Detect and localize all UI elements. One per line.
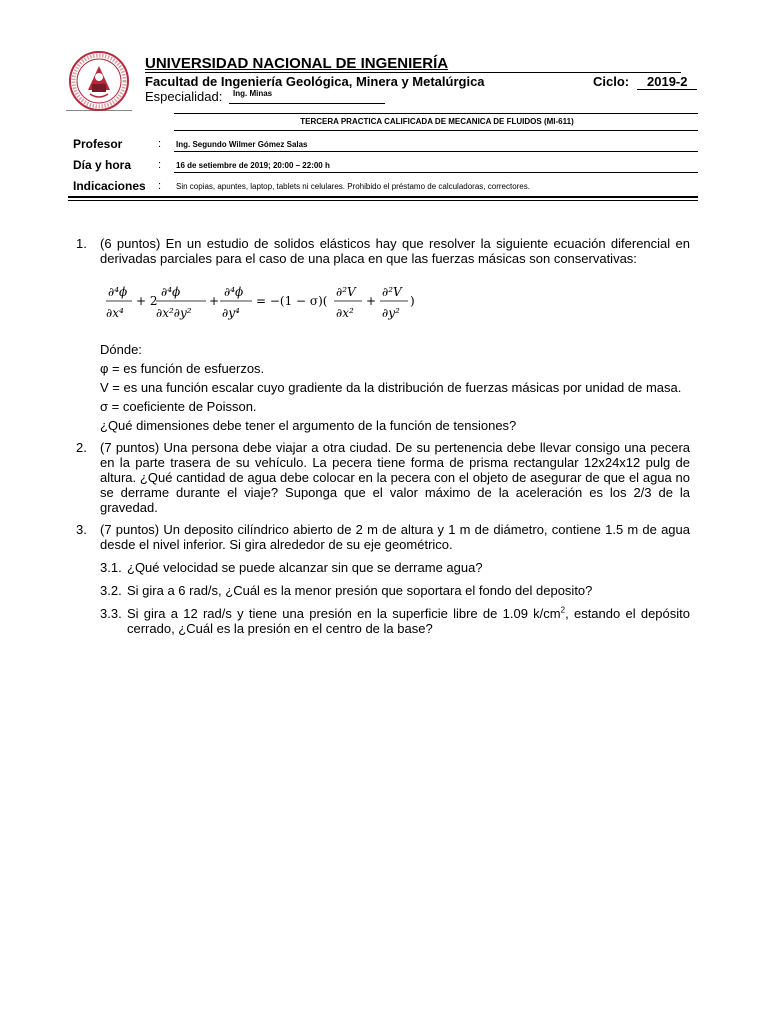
question-1 xyxy=(76,236,690,433)
svg-text:): ) xyxy=(410,294,415,308)
subquestion-text: ¿Qué velocidad se puede alcanzar sin que se derrame agua? xyxy=(127,560,483,575)
question-prompt: ¿Qué dimensiones debe tener el argumento de la función de tensiones? xyxy=(100,418,517,433)
question-number: 2. xyxy=(76,440,87,455)
svg-text:∂x⁴: ∂x⁴ xyxy=(106,306,124,320)
instructions-label: Indicaciones xyxy=(73,179,146,193)
divider xyxy=(229,103,385,104)
divider xyxy=(68,200,698,201)
svg-text:∂x²∂y²: ∂x²∂y² xyxy=(156,306,192,320)
specialty-label: Especialidad: xyxy=(145,89,223,104)
question-text: (7 puntos) Una persona debe viajar a otra ciudad. De su pertenencia debe llevar consigo una pecera en la parte trasera de su vehículo. La pecera tiene forma de prisma rectangular 12x24x12 pulg de altura. ¿Qué cantidad de agua debe colocar en la pecera con el objeto de asegurar de que el agua no se derrame durante el viaje? Suponga que el valor máximo de la aceleración es los 2/3 de la gravedad. xyxy=(100,440,690,515)
definition-v: V = es una función escalar cuyo gradiente da la distribución de fuerzas másicas por unidad de masa. xyxy=(100,380,682,395)
svg-text:+ 2: + 2 xyxy=(136,294,158,308)
question-text: (6 puntos) En un estudio de solidos elásticos hay que resolver la siguiente ecuación diferencial en derivadas parciales para el caso de una placa en que las fuerzas másicas son conservativas: xyxy=(100,236,690,266)
svg-text:∂y²: ∂y² xyxy=(382,306,400,320)
questions xyxy=(76,236,690,643)
svg-text:+: + xyxy=(209,294,220,308)
cycle-value: 2019-2 xyxy=(647,74,688,89)
pde-equation xyxy=(106,280,426,324)
divider xyxy=(68,196,698,198)
subquestion-number: 3.2. xyxy=(100,583,122,598)
svg-text:∂y⁴: ∂y⁴ xyxy=(222,306,240,320)
subquestion-text-part: , estando el depósito cerrado, ¿Cuál es la presión en el centro de la base? xyxy=(127,606,690,636)
divider xyxy=(145,72,681,73)
instructions-value: Sin copias, apuntes, laptop, tablets ni celulares. Prohibido el préstamo de calculadoras, correctores. xyxy=(176,182,530,191)
svg-text:∂x²: ∂x² xyxy=(336,306,354,320)
subquestion-text: Si gira a 6 rad/s, ¿Cuál es la menor presión que soportara el fondo del deposito? xyxy=(127,583,593,598)
question-number: 1. xyxy=(76,236,87,251)
exam-title: TERCERA PRACTICA CALIFICADA DE MECANICA DE FLUIDOS (MI-611) xyxy=(300,117,574,126)
definition-sigma: σ = coeficiente de Poisson. xyxy=(100,399,257,414)
subquestion-3-3 xyxy=(100,606,690,636)
question-number: 3. xyxy=(76,522,87,537)
colon: : xyxy=(158,138,162,150)
question-3 xyxy=(76,522,690,636)
question-2 xyxy=(76,440,690,515)
subquestion-number: 3.3. xyxy=(100,606,122,621)
svg-text:= −(1 − σ)(: = −(1 − σ)( xyxy=(256,294,328,308)
divider xyxy=(637,89,697,90)
question-text: (7 puntos) Un deposito cilíndrico abierto de 2 m de altura y 1 m de diámetro, contiene 1.5 m de agua desde el nivel inferior. Si gira alrededor de su eje geométrico. xyxy=(100,522,690,552)
university-seal-icon xyxy=(68,50,130,112)
definition-phi: φ = es función de esfuerzos. xyxy=(100,361,265,376)
university-name: UNIVERSIDAD NACIONAL DE INGENIERÍA xyxy=(145,55,449,72)
divider xyxy=(174,172,698,173)
svg-text:∂⁴ϕ: ∂⁴ϕ xyxy=(108,285,128,299)
divider xyxy=(174,151,698,152)
divider xyxy=(174,130,698,131)
cycle-label: Ciclo: xyxy=(593,74,630,89)
professor-label: Profesor xyxy=(73,137,123,151)
specialty-value: Ing. Minas xyxy=(233,89,273,98)
svg-text:∂²V: ∂²V xyxy=(382,285,402,299)
subquestion-text xyxy=(127,606,690,636)
donde-label: Dónde: xyxy=(100,342,142,357)
subquestion-3-1 xyxy=(100,560,690,575)
date-label: Día y hora xyxy=(73,158,132,172)
equation xyxy=(106,280,690,324)
subquestion-number: 3.1. xyxy=(100,560,122,575)
divider xyxy=(174,113,698,114)
svg-text:∂²V: ∂²V xyxy=(336,285,356,299)
superscript: 2 xyxy=(560,605,566,615)
colon: : xyxy=(158,159,162,171)
faculty-name: Facultad de Ingeniería Geológica, Minera y Metalúrgica xyxy=(145,74,485,89)
svg-text:∂⁴ϕ: ∂⁴ϕ xyxy=(224,285,244,299)
colon: : xyxy=(158,180,162,192)
svg-text:∂⁴ϕ: ∂⁴ϕ xyxy=(161,285,181,299)
professor-value: Ing. Segundo Wilmer Gómez Salas xyxy=(176,140,308,149)
subquestion-text-part: Si gira a 12 rad/s y tiene una presión en la superficie libre de 1.09 k/cm xyxy=(127,606,561,621)
date-value: 16 de setiembre de 2019; 20:00 – 22:00 h xyxy=(176,161,330,170)
svg-text:+: + xyxy=(366,294,377,308)
subquestion-3-2 xyxy=(100,583,690,598)
